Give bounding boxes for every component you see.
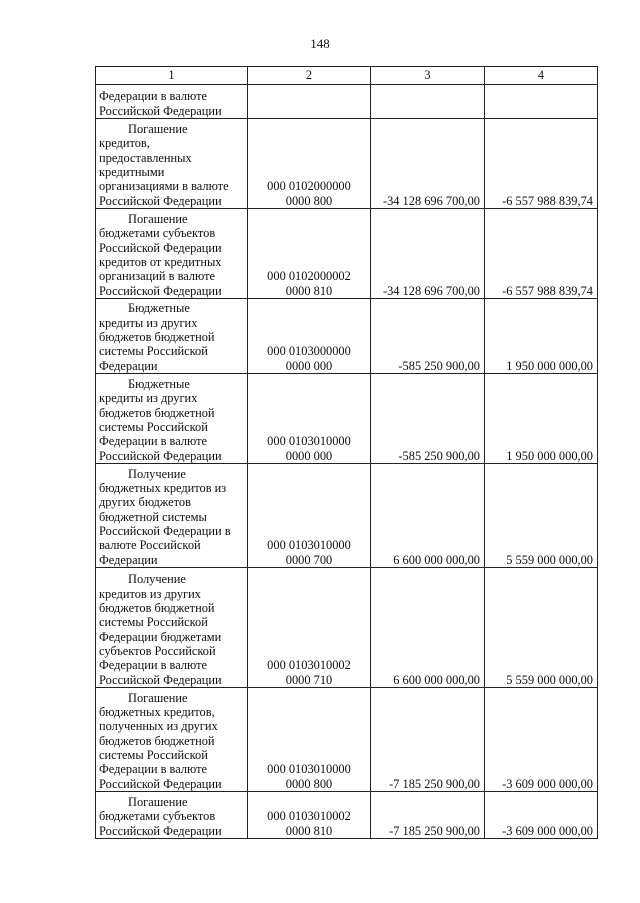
header-col-2: 2 [248, 67, 371, 85]
row-value-col3: -7 185 250 900,00 [371, 688, 485, 792]
table-row [96, 119, 598, 209]
table-row [96, 568, 598, 688]
row-name-rest: бюджетных кредитов из других бюджетов бюджетной системы Российской Федерации в валюте Российской Федерации [99, 480, 231, 567]
row-name-rest: кредиты из других бюджетов бюджетной системы Российской Федерации в валюте Российской Федерации [99, 391, 222, 463]
table-row [96, 688, 598, 792]
row-name-cell [96, 299, 248, 374]
header-col-1: 1 [96, 67, 248, 85]
header-col-4: 4 [485, 67, 598, 85]
row-name-cell [96, 209, 248, 299]
row-code-cell [248, 85, 371, 119]
row-value-col4: -3 609 000 000,00 [485, 792, 598, 839]
row-value-col3: -7 185 250 900,00 [371, 792, 485, 839]
row-value-col4: -6 557 988 839,74 [485, 209, 598, 299]
row-name-first-line: Погашение [128, 211, 188, 226]
table-row [96, 792, 598, 839]
row-value-col4: 5 559 000 000,00 [485, 568, 598, 688]
row-name-first-line: Бюджетные [128, 301, 190, 316]
row-value-col3 [371, 85, 485, 119]
row-name-first-line: Бюджетные [128, 376, 190, 391]
row-name-rest: кредиты из других бюджетов бюджетной системы Российской Федерации [99, 315, 215, 373]
row-name-first-line: Погашение [128, 794, 188, 809]
row-value-col4: 1 950 000 000,00 [485, 374, 598, 464]
row-value-col3: -34 128 696 700,00 [371, 119, 485, 209]
row-name-cell [96, 464, 248, 568]
row-name-rest: бюджетами субъектов Российской Федерации кредитов от кредитных организаций в валюте Российской Федерации [99, 226, 222, 298]
row-name-rest: кредитов из других бюджетов бюджетной системы Российской Федерации бюджетами субъектов Российской Федерации в валюте Российской Федерации [99, 586, 222, 687]
row-code-cell: 000 0103010000 0000 800 [248, 688, 371, 792]
row-value-col3: -34 128 696 700,00 [371, 209, 485, 299]
page-number: 148 [310, 36, 330, 51]
row-code-cell: 000 0103010000 0000 000 [248, 374, 371, 464]
row-code-cell: 000 0103010002 0000 810 [248, 792, 371, 839]
row-value-col3: -585 250 900,00 [371, 299, 485, 374]
row-name-cell [96, 374, 248, 464]
table-row [96, 209, 598, 299]
row-value-col4: 5 559 000 000,00 [485, 464, 598, 568]
row-value-col4: -3 609 000 000,00 [485, 688, 598, 792]
row-name-cell [96, 119, 248, 209]
row-value-col3: -585 250 900,00 [371, 374, 485, 464]
table-row [96, 299, 598, 374]
financing-table [95, 66, 598, 839]
header-col-3: 3 [371, 67, 485, 85]
row-name-cell [96, 568, 248, 688]
row-value-col3: 6 600 000 000,00 [371, 568, 485, 688]
row-code-cell: 000 0103000000 0000 000 [248, 299, 371, 374]
row-name-first-line: Получение [128, 466, 186, 481]
row-name-rest: бюджетных кредитов, полученных из других бюджетов бюджетной системы Российской Федерации в валюте Российской Федерации [99, 704, 222, 791]
row-name-cell: Федерации в валюте Российской Федерации [96, 85, 248, 119]
row-name-first-line: Получение [128, 572, 186, 587]
row-name-cell [96, 688, 248, 792]
row-value-col4: 1 950 000 000,00 [485, 299, 598, 374]
row-name-first-line: Погашение [128, 121, 188, 136]
row-name-rest: бюджетами субъектов Российской Федерации [99, 809, 222, 838]
header-row [96, 67, 598, 85]
row-name-first-line: Погашение [128, 690, 188, 705]
row-value-col4: -6 557 988 839,74 [485, 119, 598, 209]
table-row [96, 464, 598, 568]
row-code-cell: 000 0102000002 0000 810 [248, 209, 371, 299]
row-code-cell: 000 0103010002 0000 710 [248, 568, 371, 688]
row-value-col4 [485, 85, 598, 119]
table-row [96, 374, 598, 464]
row-code-cell: 000 0103010000 0000 700 [248, 464, 371, 568]
row-value-col3: 6 600 000 000,00 [371, 464, 485, 568]
row-code-cell: 000 0102000000 0000 800 [248, 119, 371, 209]
table-row [96, 85, 598, 119]
row-name-cell [96, 792, 248, 839]
row-name-rest: кредитов, предоставленных кредитными организациями в валюте Российской Федерации [99, 136, 229, 208]
